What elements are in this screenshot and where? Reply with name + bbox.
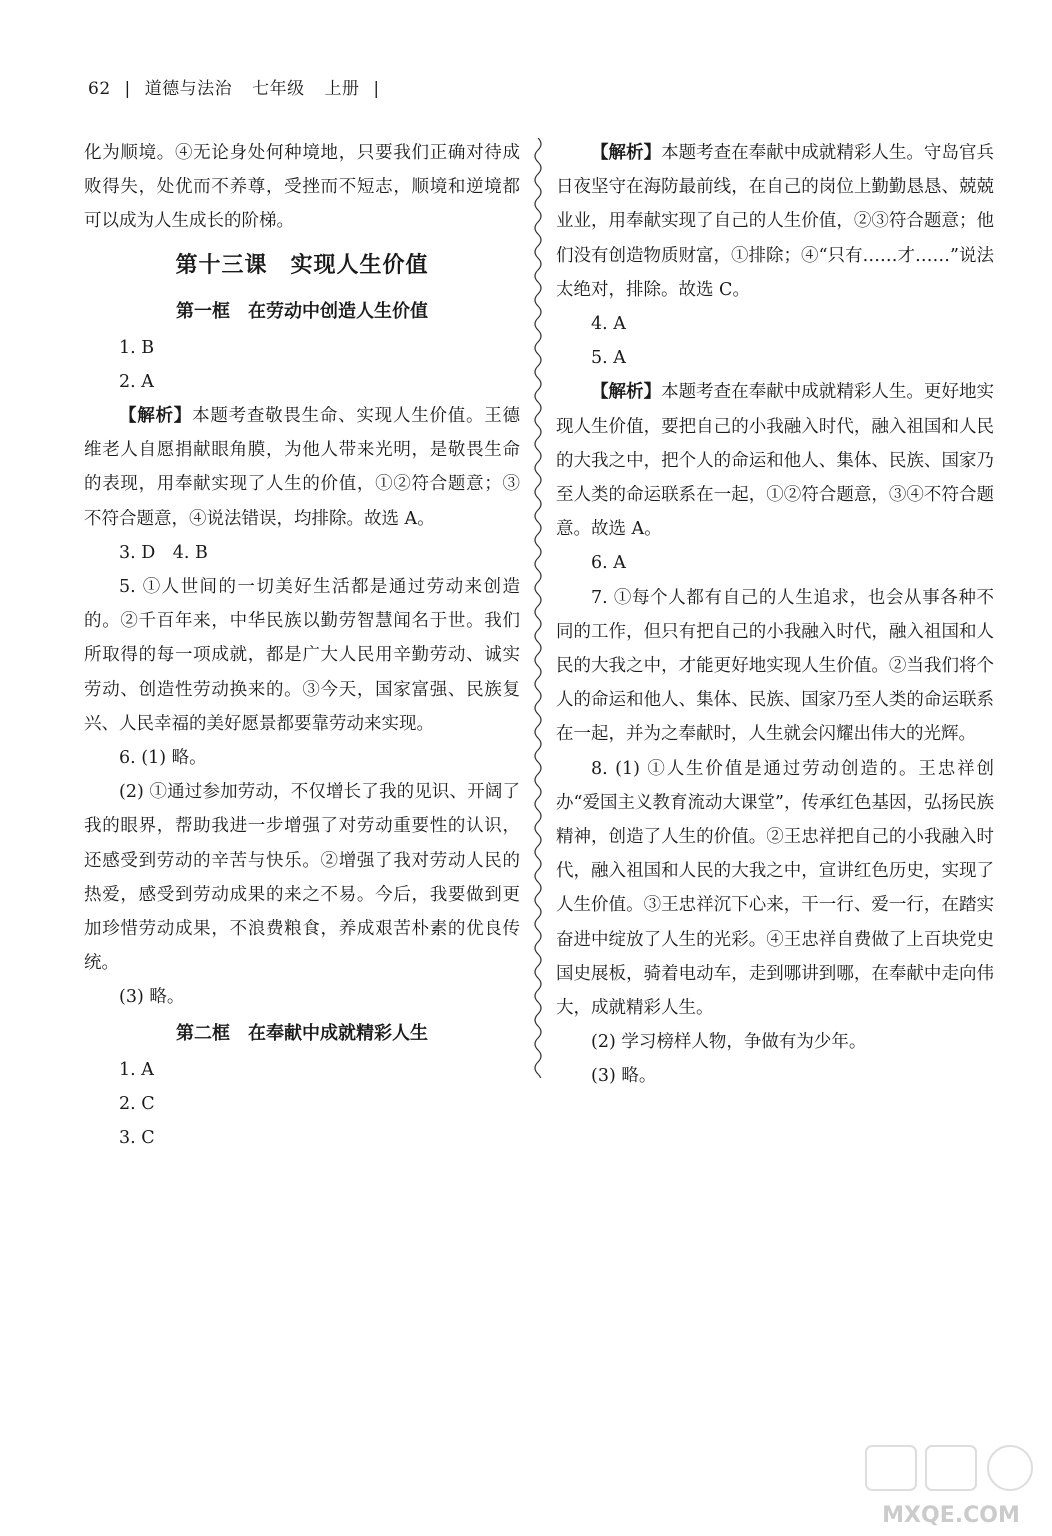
watermark-text: MXQE.COM bbox=[882, 1503, 1020, 1528]
answer-b7: 7. ①每个人都有自己的人生追求，也会从事各种不同的工作，但只有把自己的小我融入时代，融入祖国和人民的大我之中，才能更好地实现人生价值。②当我们将个人的命运和他人、集体、民族、国家乃至人类的命运联系在一起，并为之奉献时，人生就会闪耀出伟大的光辉。 bbox=[556, 587, 994, 745]
header-separator-end: | bbox=[373, 79, 380, 99]
answer-3-4: 3. D 4. B bbox=[119, 542, 208, 563]
frame2-title: 第二框 在奉献中成就精彩人生 bbox=[176, 1022, 428, 1044]
analysis-tag: 【解析】 bbox=[591, 143, 662, 163]
analysis-text: 本题考查敬畏生命、实现人生价值。王德维老人自愿捐献眼角膜，为他人带来光明，是敬畏生命的表现，用奉献实现了人生的价值，①②符合题意；③不符合题意，④说法错误，均排除。故选 A。 bbox=[84, 406, 521, 529]
page-number: 62 bbox=[88, 79, 111, 99]
answer-b6: 6. A bbox=[591, 553, 626, 574]
analysis-tag: 【解析】 bbox=[119, 406, 193, 427]
analysis-paragraph bbox=[84, 399, 520, 536]
answer-1: 1. B bbox=[119, 337, 155, 358]
answer-6-1: 6. (1) 略。 bbox=[119, 748, 207, 769]
continued-paragraph: 化为顺境。④无论身处何种境地，只要我们正确对待成败得失，处优而不养尊，受挫而不短志，顺境和逆境都可以成为人生成长的阶梯。 bbox=[84, 143, 520, 232]
analysis-tag: 【解析】 bbox=[591, 382, 662, 403]
frame1-title: 第一框 在劳动中创造人生价值 bbox=[176, 300, 428, 322]
book-title: 道德与法治 bbox=[144, 79, 233, 99]
answer-b8-2: (2) 学习榜样人物，争做有为少年。 bbox=[591, 1032, 867, 1053]
analysis-text: 本题考查在奉献中成就精彩人生。守岛官兵日夜坚守在海防最前线，在自己的岗位上勤勤恳恳、兢兢业业，用奉献实现了自己的人生价值，②③符合题意；他们没有创造物质财富，①排除；④“只有……才……”说法太绝对，排除。故选 C。 bbox=[556, 143, 995, 300]
answer-b8-1: 8. (1) ①人生价值是通过劳动创造的。王忠祥创办“爱国主义教育流动大课堂”，传承红色基因，弘扬民族精神，创造了人生的价值。②王忠祥把自己的小我融入时代，融入祖国和人民的大我之中，宣讲红色历史，实现了人生价值。③王忠祥沉下心来，干一行、爱一行，在踏实奋进中绽放了人生的光彩。④王忠祥自费做了上百块党史国史展板，骑着电动车，走到哪讲到哪，在奉献中走向伟大，成就精彩人生。 bbox=[556, 758, 994, 1019]
answer-6-3: (3) 略。 bbox=[119, 987, 185, 1008]
answer-b5: 5. A bbox=[591, 348, 626, 369]
answer-b4: 4. A bbox=[591, 314, 626, 335]
header-separator: | bbox=[124, 79, 131, 99]
grade-label: 七年级 bbox=[252, 79, 305, 99]
answer-2: 2. A bbox=[119, 371, 154, 392]
answer-b1: 1. A bbox=[119, 1059, 154, 1080]
volume-label: 上册 bbox=[324, 79, 360, 99]
left-column bbox=[84, 136, 520, 1155]
wavy-column-divider bbox=[531, 138, 545, 1078]
page-header bbox=[88, 74, 388, 99]
answer-b3: 3. C bbox=[119, 1128, 155, 1149]
answer-5: 5. ①人世间的一切美好生活都是通过劳动来创造的。②千百年来，中华民族以勤劳智慧闻名于世。我们所取得的每一项成就，都是广大人民用辛勤劳动、诚实劳动、创造性劳动换来的。③今天，国家富强、民族复兴、人民幸福的美好愿景都要靠劳动来实现。 bbox=[84, 577, 520, 734]
answer-b2: 2. C bbox=[119, 1093, 155, 1114]
watermark-logo bbox=[858, 1440, 1044, 1530]
answer-6-2: (2) ①通过参加劳动，不仅增长了我的见识、开阔了我的眼界，帮助我进一步增强了对劳动重要性的认识，还感受到劳动的辛苦与快乐。②增强了我对劳动人民的热爱，感受到劳动成果的来之不易。今后，我要做到更加珍惜劳动成果，不浪费粮食，养成艰苦朴素的优良传统。 bbox=[84, 782, 520, 974]
analysis-text: 本题考查在奉献中成就精彩人生。更好地实现人生价值，要把自己的小我融入时代，融入祖国和人民的大我之中，把个人的命运和他人、集体、民族、国家乃至人类的命运联系在一起，①②符合题意，③④不符合题意。故选 A。 bbox=[556, 382, 995, 540]
right-column bbox=[556, 136, 994, 1094]
analysis-paragraph-3 bbox=[556, 136, 994, 307]
answer-b8-3: (3) 略。 bbox=[591, 1066, 657, 1087]
lesson-title: 第十三课 实现人生价值 bbox=[175, 252, 429, 278]
analysis-paragraph-5 bbox=[556, 375, 994, 546]
